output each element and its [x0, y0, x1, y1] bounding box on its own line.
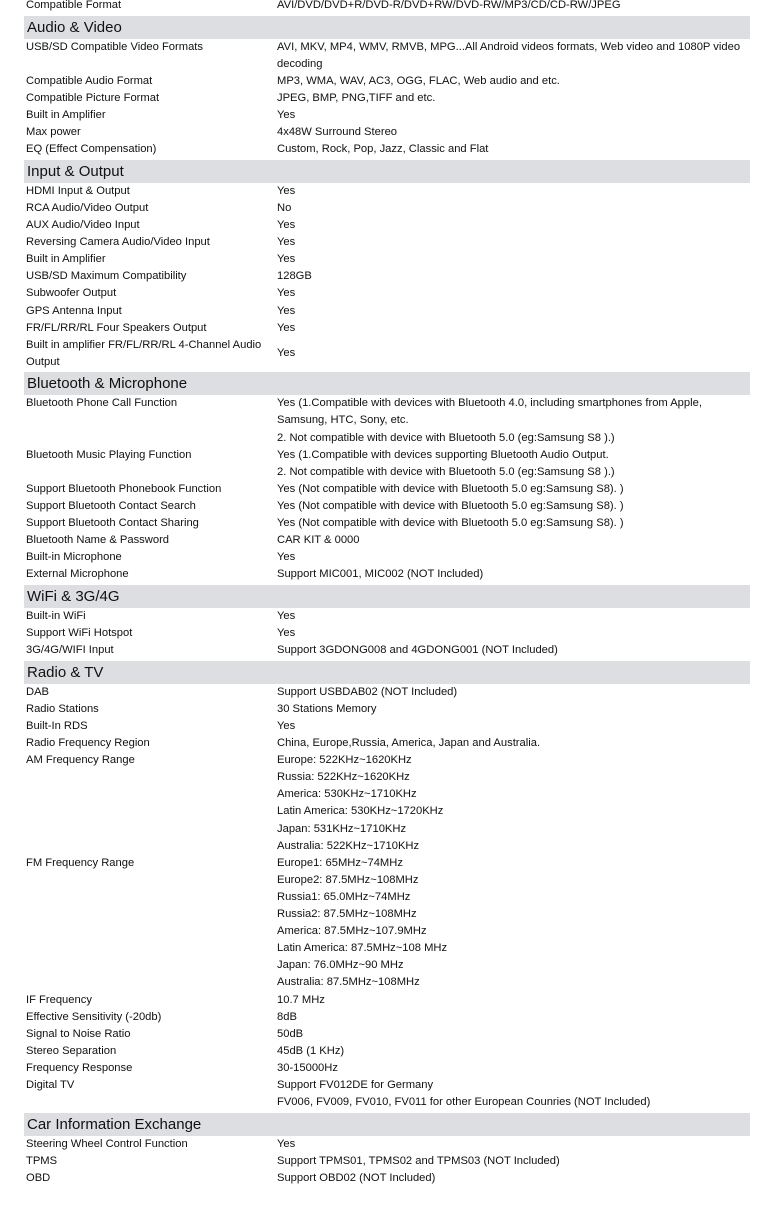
spec-value-text: Japan: 76.0MHz~90 MHz: [277, 959, 404, 972]
spec-row: [24, 285, 750, 302]
spec-value-text: Europe: 522KHz~1620KHz: [277, 754, 412, 767]
spec-row: [24, 855, 750, 992]
spec-label: [26, 320, 270, 337]
spec-label: [26, 0, 270, 14]
spec-value-text: Yes: [277, 627, 296, 640]
spec-label-text: AM Frequency Range: [26, 754, 135, 767]
spec-label-text: Built-in Microphone: [26, 551, 122, 564]
spec-value-text: Yes: [277, 287, 296, 300]
spec-label: [26, 303, 270, 320]
spec-value: [277, 285, 750, 302]
spec-label: [26, 481, 270, 498]
spec-value: [277, 124, 750, 141]
spec-row: [24, 481, 750, 498]
spec-row: [24, 1153, 750, 1170]
spec-value-text: China, Europe,Russia, America, Japan and Australia.: [277, 737, 541, 750]
spec-label: [26, 855, 270, 872]
spec-label-text: Stereo Separation: [26, 1044, 117, 1057]
spec-row: [24, 320, 750, 337]
spec-label-text: Reversing Camera Audio/Video Input: [26, 236, 210, 249]
spec-value: [277, 1026, 750, 1043]
spec-value-text: FV006, FV009, FV010, FV011 for other European Counries (NOT Included): [277, 1096, 651, 1109]
spec-value-text: Samsung, HTC, Sony, etc.: [277, 414, 409, 427]
spec-value: [277, 515, 750, 532]
spec-value: [277, 625, 750, 642]
spec-value-text: Russia2: 87.5MHz~108MHz: [277, 908, 417, 921]
spec-value: [277, 532, 750, 549]
spec-label: [26, 701, 270, 718]
spec-label: [26, 735, 270, 752]
spec-label-text: RCA Audio/Video Output: [26, 201, 149, 214]
spec-value: [277, 395, 750, 446]
section-title: Audio & Video: [27, 18, 122, 36]
spec-row: [24, 752, 750, 855]
spec-value-text: Yes (Not compatible with device with Bluetooth 5.0 eg:Samsung S8). ): [277, 482, 624, 495]
spec-label: [26, 752, 270, 769]
spec-row: [24, 337, 750, 371]
spec-label: [26, 200, 270, 217]
spec-value-text: 128GB: [277, 270, 312, 283]
spec-label: [26, 1170, 270, 1187]
spec-row: [24, 1077, 750, 1111]
spec-value-text: Yes: [277, 347, 296, 360]
spec-value: [277, 251, 750, 268]
section-title: Car Information Exchange: [27, 1115, 202, 1133]
spec-value: [277, 701, 750, 718]
spec-value: [277, 39, 750, 73]
spec-label-text: 3G/4G/WIFI Input: [26, 644, 114, 657]
spec-value-text: Support FV012DE for Germany: [277, 1079, 434, 1092]
spec-value: [277, 549, 750, 566]
spec-value-text: Yes (1.Compatible with devices with Bluetooth 4.0, including smartphones from Apple,: [277, 397, 702, 410]
spec-value-text: Yes: [277, 321, 296, 334]
spec-value: [277, 90, 750, 107]
spec-value-text: Latin America: 87.5MHz~108 MHz: [277, 942, 448, 955]
spec-row: [24, 73, 750, 90]
spec-label-text: Support WiFi Hotspot: [26, 627, 133, 640]
spec-label: [26, 217, 270, 234]
spec-label: [26, 642, 270, 659]
spec-label: [26, 234, 270, 251]
spec-value-text: Yes: [277, 253, 296, 266]
spec-label-text: Bluetooth Phone Call Function: [26, 397, 178, 410]
spec-label-text: Max power: [26, 126, 81, 139]
spec-label-text: Support Bluetooth Contact Search: [26, 500, 196, 512]
spec-value-text: Yes: [277, 236, 296, 249]
spec-value-text: Australia: 87.5MHz~108MHz: [277, 976, 420, 989]
spec-label-text: Compatible Audio Format: [26, 74, 153, 87]
spec-value-text: Support USBDAB02 (NOT Included): [277, 685, 458, 698]
spec-label-text: Support Bluetooth Phonebook Function: [26, 482, 222, 495]
spec-value-text: Europe1: 65MHz~74MHz: [277, 856, 403, 869]
spec-row: [24, 268, 750, 285]
spec-label: [26, 684, 270, 701]
spec-value-text: Russia1: 65.0MHz~74MHz: [277, 890, 411, 903]
spec-label: [26, 549, 270, 566]
spec-row: [24, 107, 750, 124]
spec-label-text: FR/FL/RR/RL Four Speakers Output: [26, 321, 207, 334]
spec-value-text: MP3, WMA, WAV, AC3, OGG, FLAC, Web audio and etc.: [277, 74, 560, 87]
spec-label-text: Output: [26, 355, 60, 368]
spec-value-text: 4x48W Surround Stereo: [277, 126, 398, 139]
section-header: [24, 661, 750, 684]
spec-row: [24, 566, 750, 583]
spec-label-text: Bluetooth Music Playing Function: [26, 448, 192, 461]
spec-label: [26, 141, 270, 158]
spec-label-text: Support Bluetooth Contact Sharing: [26, 517, 199, 530]
spec-row: [24, 183, 750, 200]
spec-label: [26, 1043, 270, 1060]
spec-value: [277, 107, 750, 124]
spec-label: [26, 1009, 270, 1026]
spec-value: [277, 752, 750, 855]
spec-value: [277, 992, 750, 1009]
spec-row: [24, 718, 750, 735]
spec-value-text: AVI/DVD/DVD+R/DVD-R/DVD+RW/DVD-RW/MP3/CD/CD-RW/JPEG: [277, 0, 621, 11]
spec-row: [24, 684, 750, 701]
spec-row: [24, 90, 750, 107]
spec-value-text: Yes: [277, 720, 296, 732]
spec-value-text: Yes: [277, 219, 296, 231]
spec-row: [24, 642, 750, 659]
spec-row: [24, 200, 750, 217]
spec-row: [24, 549, 750, 566]
spec-value: [277, 1060, 750, 1077]
section-title: Radio & TV: [27, 663, 104, 681]
spec-label-text: TPMS: [26, 1154, 58, 1167]
spec-value-text: Yes: [277, 610, 296, 622]
spec-label: [26, 625, 270, 642]
spec-label-text: Radio Stations: [26, 702, 99, 715]
spec-value-text: 50dB: [277, 1027, 304, 1040]
spec-label-text: GPS Antenna Input: [26, 304, 122, 317]
spec-label-text: Built in amplifier FR/FL/RR/RL 4-Channel Audio: [26, 338, 262, 351]
spec-label: [26, 183, 270, 200]
spec-value-text: Latin America: 530KHz~1720KHz: [277, 805, 444, 818]
spec-row: [24, 1136, 750, 1153]
spec-value: [277, 200, 750, 217]
spec-label: [26, 73, 270, 90]
spec-value-text: Yes (1.Compatible with devices supporting Bluetooth Audio Output.: [277, 448, 609, 461]
spec-label-text: Radio Frequency Region: [26, 737, 150, 750]
spec-value: [277, 183, 750, 200]
spec-value: [277, 566, 750, 583]
spec-value-text: 8dB: [277, 1010, 297, 1023]
section-title: Input & Output: [27, 162, 124, 180]
spec-label: [26, 992, 270, 1009]
spec-value: [277, 1153, 750, 1170]
spec-label-text: Frequency Response: [26, 1062, 133, 1074]
spec-value: [277, 642, 750, 659]
spec-row: [24, 303, 750, 320]
spec-label: [26, 718, 270, 735]
spec-value-text: Yes: [277, 109, 296, 121]
spec-label: [26, 532, 270, 549]
spec-row: [24, 447, 750, 481]
spec-label: [26, 285, 270, 302]
spec-row: [24, 0, 750, 14]
spec-label-text: External Microphone: [26, 568, 129, 581]
spec-value-text: decoding: [277, 57, 323, 70]
spec-value-text: Japan: 531KHz~1710KHz: [277, 822, 407, 835]
spec-row: [24, 1026, 750, 1043]
spec-value: [277, 481, 750, 498]
spec-value-text: Support 3GDONG008 and 4GDONG001 (NOT Included): [277, 644, 558, 657]
spec-label-text: OBD: [26, 1172, 51, 1184]
spec-label-text: Built-in WiFi: [26, 610, 86, 622]
spec-value: [277, 718, 750, 735]
spec-value-text: 30 Stations Memory: [277, 702, 377, 715]
spec-label: [26, 268, 270, 285]
spec-label-text: Bluetooth Name & Password: [26, 534, 170, 547]
spec-row: [24, 124, 750, 141]
spec-label-text: Signal to Noise Ratio: [26, 1027, 131, 1040]
spec-label: [26, 1060, 270, 1077]
spec-value: [277, 498, 750, 515]
spec-label: [26, 251, 270, 268]
spec-row: [24, 1060, 750, 1077]
spec-value: [277, 1170, 750, 1187]
spec-row: [24, 251, 750, 268]
section-title: Bluetooth & Microphone: [27, 375, 188, 393]
spec-label: [26, 107, 270, 124]
spec-value-text: Yes: [277, 1137, 296, 1150]
spec-label-text: Compatible Format: [26, 0, 122, 11]
spec-value: [277, 1077, 750, 1111]
spec-label-text: AUX Audio/Video Input: [26, 219, 140, 231]
spec-row: [24, 1043, 750, 1060]
spec-value: [277, 0, 750, 14]
spec-value-text: Yes: [277, 551, 296, 564]
spec-row: [24, 39, 750, 73]
spec-row: [24, 608, 750, 625]
spec-label-text: Steering Wheel Control Function: [26, 1137, 188, 1150]
spec-label: [26, 90, 270, 107]
spec-row: [24, 735, 750, 752]
spec-value: [277, 141, 750, 158]
spec-row: [24, 234, 750, 251]
spec-label: [26, 337, 270, 371]
spec-label: [26, 1136, 270, 1153]
spec-value: [277, 447, 750, 481]
spec-row: [24, 701, 750, 718]
spec-row: [24, 498, 750, 515]
spec-label-text: Built in Amplifier: [26, 109, 106, 121]
spec-value-text: 30-15000Hz: [277, 1062, 338, 1074]
spec-label: [26, 566, 270, 583]
spec-value: [277, 1009, 750, 1026]
spec-value: [277, 608, 750, 625]
spec-value: [277, 217, 750, 234]
spec-value-text: Yes: [277, 184, 296, 197]
spec-row: [24, 217, 750, 234]
spec-label-text: Subwoofer Output: [26, 287, 117, 300]
spec-label: [26, 395, 270, 412]
spec-label: [26, 498, 270, 515]
spec-label: [26, 1026, 270, 1043]
spec-row: [24, 1009, 750, 1026]
section-header: [24, 372, 750, 395]
section-header: [24, 160, 750, 183]
spec-row: [24, 395, 750, 446]
spec-value: [277, 73, 750, 90]
spec-value-text: Custom, Rock, Pop, Jazz, Classic and Flat: [277, 143, 489, 156]
spec-label-text: USB/SD Compatible Video Formats: [26, 40, 204, 53]
spec-value: [277, 1043, 750, 1060]
spec-label: [26, 1153, 270, 1170]
spec-label-text: Digital TV: [26, 1079, 75, 1092]
spec-value-text: 2. Not compatible with device with Bluetooth 5.0 (eg:Samsung S8 ).): [277, 431, 615, 444]
spec-row: [24, 141, 750, 158]
spec-value: [277, 345, 750, 362]
spec-value-text: Yes: [277, 304, 296, 317]
spec-label: [26, 515, 270, 532]
spec-row: [24, 515, 750, 532]
spec-value-text: CAR KIT & 0000: [277, 534, 360, 547]
spec-label: [26, 124, 270, 141]
spec-row: [24, 992, 750, 1009]
spec-label-text: Built-In RDS: [26, 720, 88, 732]
spec-label: [26, 1077, 270, 1094]
spec-label-text: Compatible Picture Format: [26, 91, 160, 104]
spec-label: [26, 447, 270, 464]
section-header: [24, 585, 750, 608]
spec-label-text: Effective Sensitivity (-20db): [26, 1010, 162, 1023]
spec-label-text: IF Frequency: [26, 993, 92, 1006]
spec-row: [24, 625, 750, 642]
spec-value: [277, 234, 750, 251]
spec-value-text: Support MIC001, MIC002 (NOT Included): [277, 568, 484, 581]
spec-label-text: HDMI Input & Output: [26, 184, 130, 197]
spec-value: [277, 735, 750, 752]
spec-value-text: Yes (Not compatible with device with Bluetooth 5.0 eg:Samsung S8). ): [277, 500, 624, 512]
spec-value-text: 10.7 MHz: [277, 993, 325, 1006]
spec-value-text: 2. Not compatible with device with Bluetooth 5.0 (eg:Samsung S8 ).): [277, 465, 615, 478]
spec-label-text: FM Frequency Range: [26, 856, 135, 869]
spec-label-text: Built in Amplifier: [26, 253, 106, 266]
spec-value-text: AVI, MKV, MP4, WMV, RMVB, MPG...All Android videos formats, Web video and 1080P video: [277, 40, 741, 53]
spec-label: [26, 608, 270, 625]
spec-value-text: No: [277, 201, 292, 214]
spec-value-text: JPEG, BMP, PNG,TIFF and etc.: [277, 91, 436, 104]
spec-label: [26, 39, 270, 56]
spec-label-text: USB/SD Maximum Compatibility: [26, 270, 187, 283]
section-header: [24, 1113, 750, 1136]
spec-value: [277, 684, 750, 701]
spec-value: [277, 855, 750, 992]
spec-value-text: Europe2: 87.5MHz~108MHz: [277, 873, 419, 886]
spec-value-text: America: 530KHz~1710KHz: [277, 788, 417, 801]
spec-value-text: Support OBD02 (NOT Included): [277, 1172, 436, 1184]
spec-value-text: Australia: 522KHz~1710KHz: [277, 839, 420, 852]
spec-value-text: Russia: 522KHz~1620KHz: [277, 771, 410, 784]
spec-value: [277, 268, 750, 285]
section-title: WiFi & 3G/4G: [27, 588, 120, 605]
spec-value-text: Yes (Not compatible with device with Bluetooth 5.0 eg:Samsung S8). ): [277, 517, 624, 530]
section-header: [24, 16, 750, 39]
spec-label-text: DAB: [26, 685, 50, 698]
spec-value: [277, 303, 750, 320]
spec-label-text: EQ (Effect Compensation): [26, 143, 157, 156]
spec-row: [24, 532, 750, 549]
spec-row: [24, 1170, 750, 1187]
spec-value: [277, 1136, 750, 1153]
spec-value-text: Support TPMS01, TPMS02 and TPMS03 (NOT Included): [277, 1154, 560, 1167]
spec-value-text: America: 87.5MHz~107.9MHz: [277, 925, 427, 938]
spec-value-text: 45dB (1 KHz): [277, 1044, 345, 1057]
spec-value: [277, 320, 750, 337]
